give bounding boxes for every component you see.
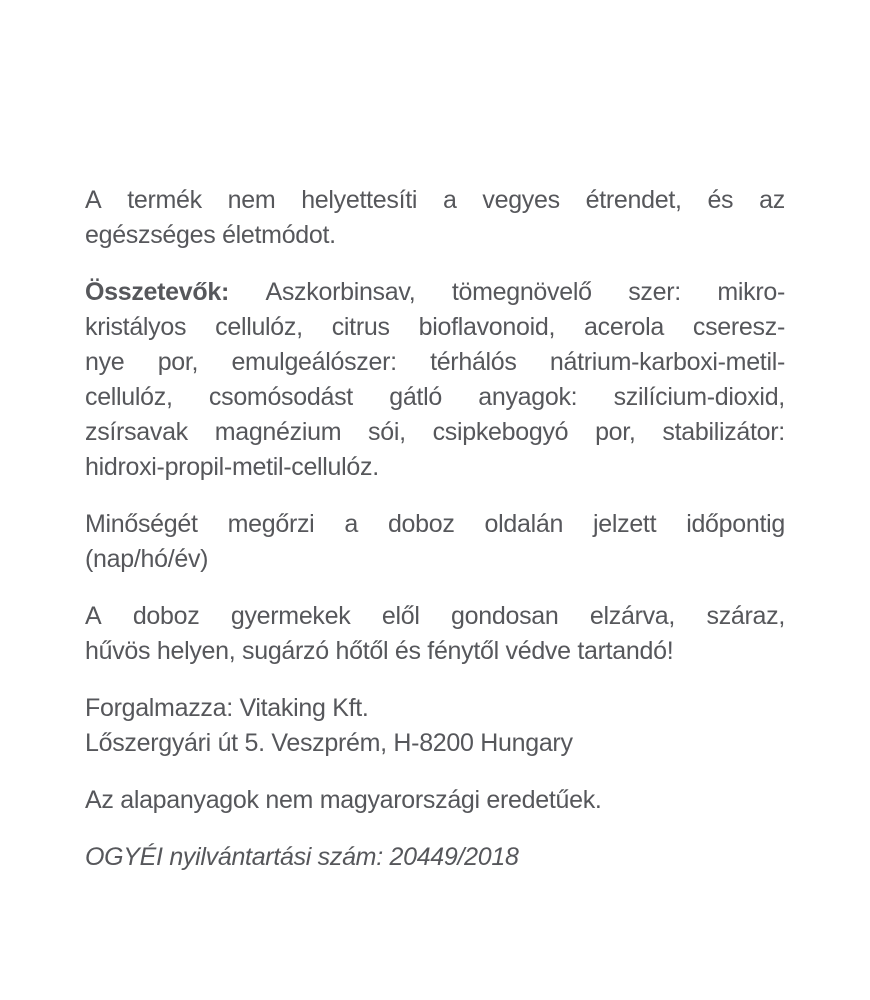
word: magnézium [214, 418, 342, 446]
text-line: hűvös helyen, sugárzó hőtől és fénytől védve tartandó! [85, 637, 674, 665]
word: száraz, [706, 602, 785, 630]
word: vegyes [482, 186, 560, 214]
text-line: Forgalmazza: Vitaking Kft. [85, 694, 369, 722]
word: jelzett [593, 510, 657, 538]
word: oldalán [484, 510, 564, 538]
text-line: hidroxi-propil-metil-cellulóz. [85, 453, 379, 481]
paragraph-origin-note [85, 783, 785, 818]
word: kristályos [85, 313, 187, 341]
word: por, [595, 418, 636, 446]
word: megőrzi [227, 510, 315, 538]
word: emulgeálószer: [231, 348, 397, 376]
paragraph-registry-number [85, 840, 785, 875]
word: A [85, 186, 102, 214]
word: gátló [389, 383, 442, 411]
paragraph-best-before [85, 507, 785, 577]
word: elzárva, [589, 602, 676, 630]
paragraph-ingredients [85, 275, 785, 485]
word: doboz [387, 510, 455, 538]
word: citrus [331, 313, 390, 341]
word: cellulóz, [85, 383, 173, 411]
word: stabilizátor: [662, 418, 785, 446]
text-line [85, 507, 785, 542]
word: mikro- [717, 278, 785, 306]
word: étrendet, [585, 186, 682, 214]
word: doboz [132, 602, 200, 630]
text-line [85, 183, 785, 218]
text-line: OGYÉI nyilvántartási szám: 20449/2018 [85, 843, 519, 871]
word: nátrium-karboxi-metil- [549, 348, 785, 376]
text-line: Lőszergyári út 5. Veszprém, H-8200 Hungary [85, 729, 573, 757]
paragraph-diet-disclaimer [85, 183, 785, 253]
word: gondosan [451, 602, 559, 630]
word: acerola [584, 313, 664, 341]
word: sói, [368, 418, 406, 446]
word: a [344, 510, 358, 538]
word: elől [381, 602, 420, 630]
label-text [85, 183, 785, 875]
text-line [85, 415, 785, 450]
word: szilícium-dioxid, [613, 383, 785, 411]
text-line: Az alapanyagok nem magyarországi eredetűek. [85, 786, 602, 814]
word: csomósodást [208, 383, 353, 411]
word: az [759, 186, 785, 214]
text-line [85, 345, 785, 380]
paragraph-storage-warning [85, 599, 785, 669]
word: nem [227, 186, 276, 214]
paragraph-distributor [85, 691, 785, 761]
word: cseresz- [692, 313, 785, 341]
word: helyettesíti [301, 186, 418, 214]
word: por, [157, 348, 199, 376]
word: Aszkorbinsav, [265, 278, 416, 306]
word: termék [127, 186, 202, 214]
word: térhálós [430, 348, 517, 376]
word: gyermekek [230, 602, 351, 630]
text-line [85, 275, 785, 310]
word: szer: [628, 278, 681, 306]
word: csipkebogyó [432, 418, 569, 446]
word: időpontig [686, 510, 785, 538]
text-line: (nap/hó/év) [85, 545, 209, 573]
word: Minőségét [85, 510, 198, 538]
word: bioflavonoid, [418, 313, 556, 341]
text-line [85, 380, 785, 415]
bold-word: Összetevők: [85, 278, 229, 306]
text-line [85, 310, 785, 345]
word: a [442, 186, 457, 214]
text-line: egészséges életmódot. [85, 221, 336, 249]
word: zsírsavak [85, 418, 188, 446]
text-line [85, 599, 785, 634]
word: A [85, 602, 102, 630]
word: és [707, 186, 734, 214]
word: anyagok: [478, 383, 578, 411]
word: tömegnövelő [451, 278, 592, 306]
word: nye [85, 348, 125, 376]
word: cellulóz, [215, 313, 303, 341]
